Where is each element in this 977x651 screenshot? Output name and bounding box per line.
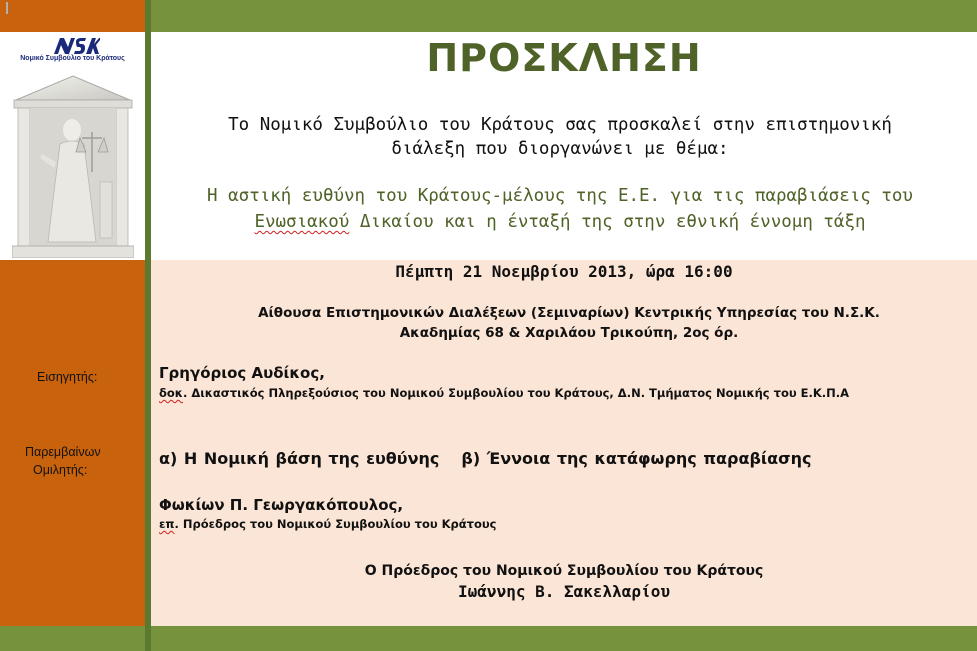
topic-line-2-rest: Δικαίου και η ένταξή της στην εθνική έννομη τάξη [349, 212, 866, 232]
intro-line-2: διάλεξη που διοργανώνει με θέμα: [391, 139, 729, 159]
page-title: ΠΡΟΣΚΛΗΣΗ [426, 36, 702, 80]
speaker-title [159, 386, 849, 400]
subtopics [159, 449, 811, 468]
speaker-label: Εισηγητής: [37, 370, 98, 384]
logo-caption: Νομικό Συμβούλιο του Κράτους [20, 55, 125, 62]
topic-line-1: Η αστική ευθύνη του Κράτους-μέλους της Ε.Ε. για τις παραβιάσεις του [207, 186, 913, 206]
discussant-title-rest: . Πρόεδρος του Νομικού Συμβουλίου του Κράτους [174, 517, 497, 531]
spellcheck-marked-word: Ενωσιακού [254, 212, 350, 232]
speaker-name: Γρηγόριος Αυδίκος, [159, 364, 325, 382]
speaker-title-abbr: δοκ [159, 386, 183, 400]
signatory-title: Ο Πρόεδρος του Νομικού Συμβουλίου του Κράτους [364, 563, 764, 579]
subtopic-b: β) Έννοια της κατάφωρης παραβίασης [461, 449, 812, 468]
venue-line-1: Αίθουσα Επιστημονικών Διαλέξεων (Σεμιναρίων) Κεντρικής Υπηρεσίας του Ν.Σ.Κ. [258, 305, 880, 321]
corner-mark [6, 2, 8, 14]
signatory-name: Ιωάννης Β. Σακελλαρίου [458, 582, 670, 601]
discussant-label-line-2: Ομιλητής: [33, 463, 88, 477]
invitation-intro [160, 113, 960, 161]
topic-line-2 [160, 209, 960, 235]
themis-relief-image [12, 72, 134, 258]
discussant-title-abbr: επ [159, 517, 175, 531]
lecture-topic [160, 183, 960, 235]
discussant-name: Φωκίων Π. Γεωργακόπουλος, [159, 496, 404, 514]
speaker-title-rest: . Δικαστικός Πληρεξούσιος του Νομικού Συμβουλίου του Κράτους, Δ.Ν. Τμήματος Νομικής του Ε.Κ.Π.Α [182, 386, 850, 400]
bottom-banner-bar [151, 626, 977, 651]
event-venue [151, 303, 977, 343]
venue-line-2: Ακαδημίας 68 & Χαριλάου Τρικούπη, 2ος όρ. [399, 325, 739, 341]
top-banner-bar [151, 0, 977, 32]
discussant-title [159, 517, 497, 531]
bottom-left-bar [0, 626, 145, 651]
subtopic-a: α) Η Νομική βάση της ευθύνης [159, 449, 440, 468]
nsk-logo-icon [50, 36, 100, 56]
intro-line-1: Το Νομικό Συμβούλιο του Κράτους σας προσκαλεί στην επιστημονική [228, 115, 892, 135]
discussant-label-line-1: Παρεμβαίνων [25, 445, 101, 459]
event-date-time: Πέμπτη 21 Νοεμβρίου 2013, ώρα 16:00 [395, 262, 733, 281]
